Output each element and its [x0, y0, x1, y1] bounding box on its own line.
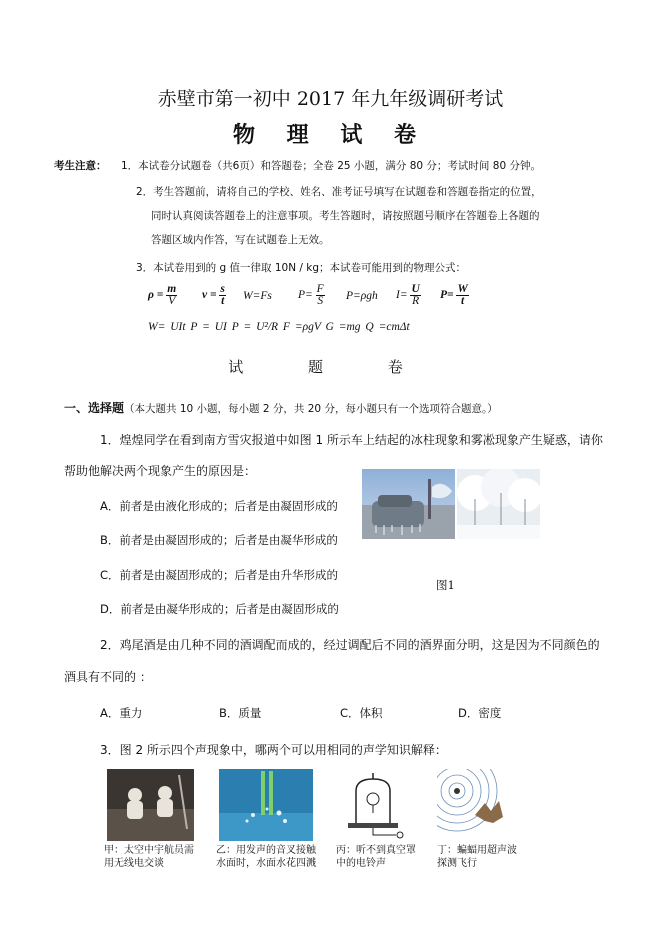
- q2-option-b: B．质量: [219, 706, 262, 720]
- formula-row-2: W= UIt P = UI P = U²/R F =ρgV G =mg Q =cmΔt: [148, 321, 410, 333]
- note-2c: 答题区域内作答，写在试题卷上无效。: [151, 234, 330, 246]
- formula-work: W=Fs: [243, 290, 272, 302]
- exam-subtitle: 物 理 试 卷: [233, 122, 428, 148]
- q3-caption-c: 丙：听不到真空罩中的电铃声: [336, 845, 416, 869]
- icicle-car-photo: [362, 469, 455, 539]
- q2-option-a: A．重力: [100, 706, 143, 720]
- q2-option-d: D．密度: [458, 706, 502, 720]
- q2-option-c: C．体积: [340, 706, 383, 720]
- q3-caption-d: 丁：蝙蝠用超声波探测飞行: [437, 845, 517, 869]
- bat-ultrasound-diagram: [437, 769, 512, 841]
- exam-title: 赤壁市第一初中 2017 年九年级调研考试: [157, 88, 504, 110]
- note-1: 1．本试卷分试题卷（共6页）和答题卷；全卷 25 小题，满分 80 分；考试时间 80 分钟。: [121, 160, 541, 172]
- part-1-heading: 一、选择题（本大题共 10 小题，每小题 2 分，共 20 分，每小题只有一个选项符合题意。）: [64, 401, 498, 415]
- formula-pressure: P= $\frac{F}{S}$: [298, 283, 324, 307]
- q1-option-b: B．前者是由凝固形成的；后者是由凝华形成的: [100, 533, 338, 547]
- formula-speed: v = $\frac{s}{t}$: [202, 283, 225, 307]
- q2-stem-1: 2．鸡尾酒是由几种不同的酒调配而成的，经过调配后不同的酒界面分明，这是因为不同颜色的: [100, 638, 600, 652]
- q1-stem-2: 帮助他解决两个现象产生的原因是：: [64, 464, 257, 478]
- formula-current: I= $\frac{U}{R}$: [396, 283, 420, 307]
- q3-caption-a: 甲：太空中宇航员需用无线电交谈: [104, 845, 194, 869]
- notes-label: 考生注意：: [54, 160, 107, 172]
- q1-option-d: D．前者是由凝华形成的；后者是由凝固形成的: [100, 602, 339, 616]
- q3-stem: 3．图 2 所示四个声现象中，哪两个可以用相同的声学知识解释：: [100, 743, 447, 757]
- note-2b: 同时认真阅读答题卷上的注意事项。考生答题时，请按照题号顺序在答题卷上各题的: [151, 210, 540, 222]
- q3-caption-b: 乙：用发声的音叉接触水面时，水面水花四溅: [216, 845, 316, 869]
- q1-option-c: C．前者是由凝固形成的；后者是由升华形成的: [100, 568, 339, 582]
- vacuum-bell-diagram: [338, 769, 408, 841]
- formula-power: P= $\frac{W}{t}$: [440, 283, 468, 307]
- note-2a: 2．考生答题前，请将自己的学校、姓名、准考证号填写在试题卷和答题卷指定的位置，: [136, 186, 542, 198]
- formula-liquid-pressure: P=ρgh: [346, 290, 378, 302]
- rime-tree-photo: [457, 469, 540, 539]
- q2-stem-2: 酒具有不同的 ：: [64, 670, 152, 684]
- tuning-fork-photo: [219, 769, 313, 841]
- astronauts-photo: [107, 769, 194, 841]
- note-3: 3．本试卷用到的 g 值一律取 10N / kg；本试卷可能用到的物理公式：: [136, 262, 467, 274]
- formula-density: ρ = $\frac{m}{V}$: [148, 283, 177, 307]
- section-title: 试 题 卷: [228, 358, 433, 376]
- q1-option-a: A．前者是由液化形成的；后者是由凝固形成的: [100, 499, 338, 513]
- figure-1-caption: 图1: [436, 578, 455, 592]
- q1-stem-1: 1．煌煌同学在看到南方雪灾报道中如图 1 所示车上结起的冰柱现象和雾凇现象产生疑惑，请你: [100, 433, 603, 447]
